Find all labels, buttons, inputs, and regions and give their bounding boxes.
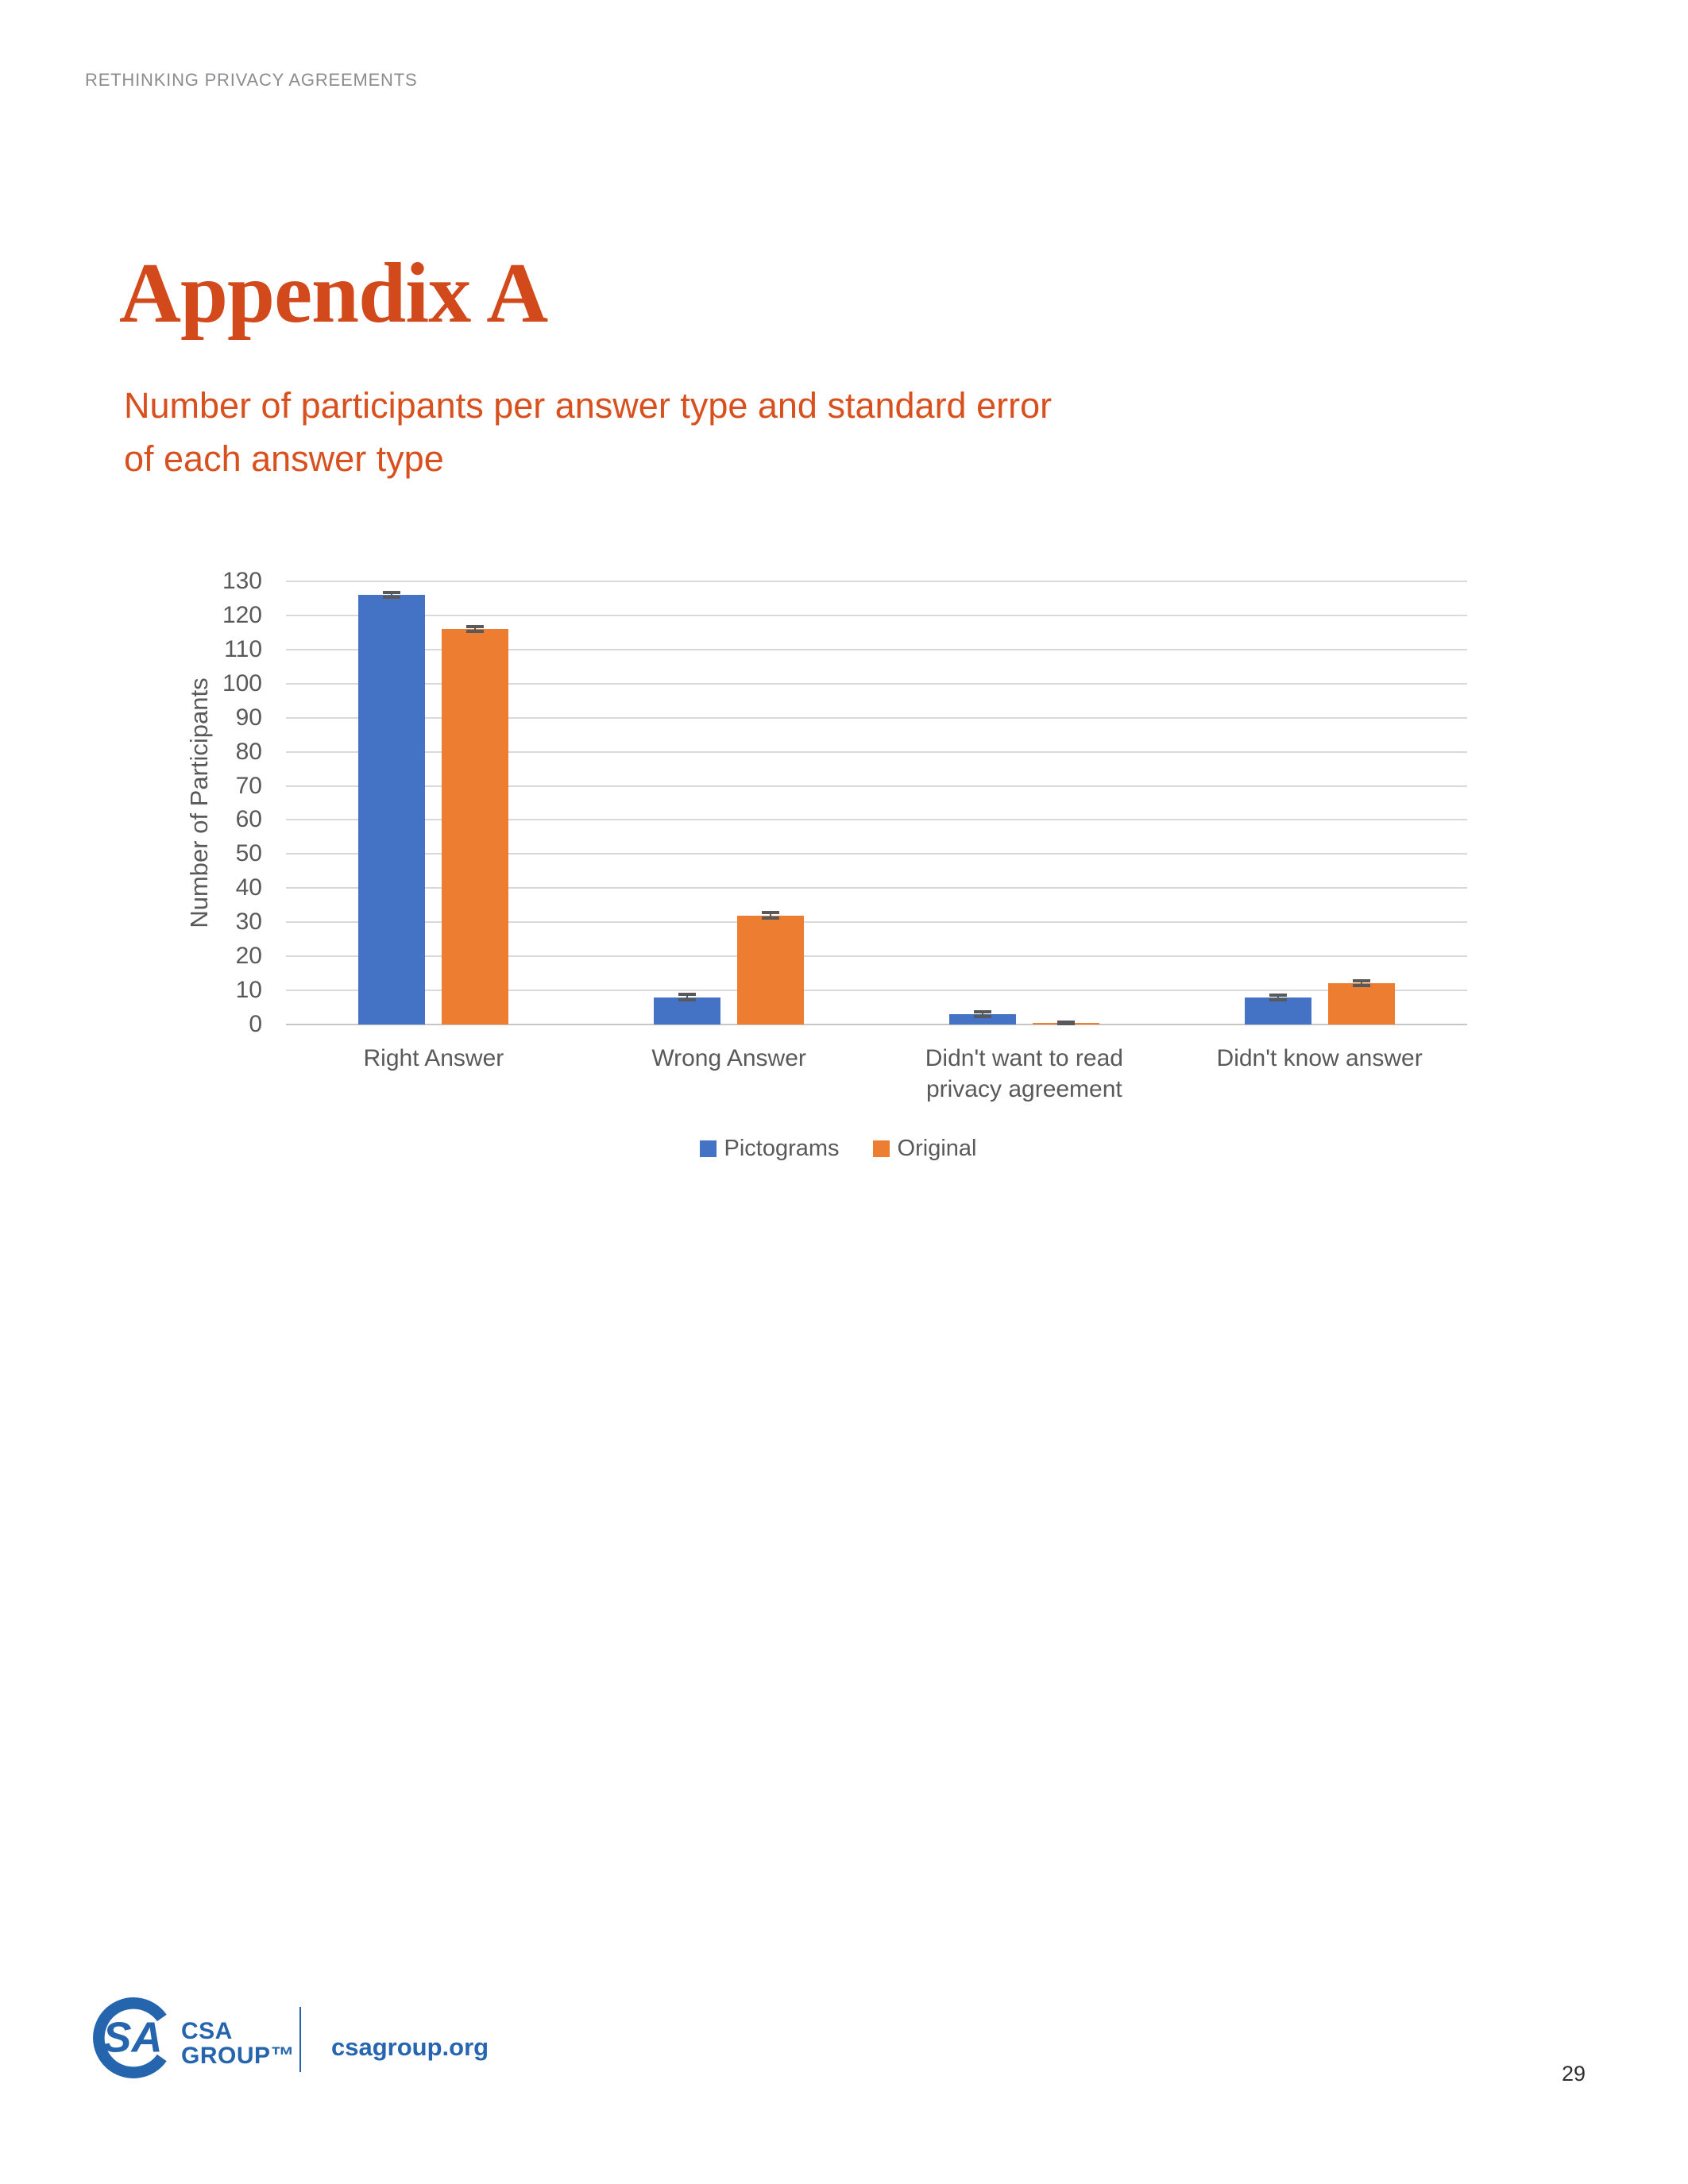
error-bar-cap — [974, 1015, 991, 1018]
footer-divider — [299, 2007, 301, 2072]
y-axis-title: Number of Participants — [185, 677, 213, 928]
error-bar-cap — [1353, 979, 1370, 982]
y-tick-label: 90 — [235, 704, 262, 731]
bar-original — [737, 916, 804, 1024]
bar-original — [442, 629, 508, 1024]
y-tick-label: 110 — [224, 635, 262, 662]
y-tick-label: 100 — [222, 669, 262, 696]
legend-item-original — [873, 1136, 977, 1162]
error-bar-cap — [974, 1010, 991, 1013]
error-bar-cap — [383, 596, 400, 599]
category-label: Right Answer — [363, 1045, 504, 1071]
bar-pictograms — [1245, 997, 1311, 1024]
category-label: Wrong Answer — [651, 1045, 806, 1071]
error-bar-cap — [1353, 984, 1370, 987]
chart-legend — [183, 1136, 1493, 1162]
error-bar-cap — [678, 993, 696, 996]
brand-wordmark — [181, 2019, 295, 2068]
legend-swatch-original-icon — [873, 1140, 890, 1157]
legend-label-pictograms: Pictograms — [724, 1136, 840, 1161]
error-bar-cap — [466, 630, 484, 633]
bar-original — [1328, 983, 1395, 1024]
y-tick-label: 60 — [235, 806, 262, 833]
website-link[interactable]: csagroup.org — [331, 2033, 489, 2061]
y-tick-label: 30 — [235, 909, 262, 936]
y-tick-label: 0 — [249, 1011, 262, 1037]
page-number: 29 — [1562, 2062, 1586, 2086]
error-bar-cap — [466, 625, 484, 628]
y-tick-label: 80 — [235, 738, 262, 765]
error-bar-cap — [1269, 998, 1287, 1001]
error-bar-cap — [1057, 1022, 1075, 1025]
brand-line2: GROUP™ — [181, 2043, 295, 2069]
error-bar-cap — [762, 911, 779, 914]
legend-item-pictograms — [700, 1136, 840, 1162]
category-label: Didn't want to read privacy agreement — [925, 1045, 1123, 1102]
y-tick-label: 50 — [235, 840, 262, 867]
category-label: Didn't know answer — [1216, 1045, 1423, 1071]
running-header: RETHINKING PRIVACY AGREEMENTS — [85, 70, 418, 90]
page-subtitle-line1: Number of participants per answer type and standard error — [124, 385, 1053, 426]
gridline — [286, 581, 1467, 582]
y-tick-label: 20 — [235, 943, 262, 970]
error-bar-cap — [762, 916, 779, 920]
y-tick-label: 70 — [235, 772, 262, 799]
svg-text:SA: SA — [102, 2013, 163, 2062]
csa-logo-icon — [92, 1997, 175, 2079]
legend-swatch-pictograms-icon — [700, 1140, 717, 1157]
y-tick-label: 40 — [235, 874, 262, 901]
page-subtitle-line2: of each answer type — [124, 438, 444, 479]
bar-pictograms — [358, 595, 425, 1024]
legend-label-original: Original — [897, 1136, 977, 1161]
y-tick-label: 120 — [222, 601, 262, 628]
gridline — [286, 615, 1467, 616]
error-bar-cap — [678, 998, 696, 1001]
error-bar-cap — [1269, 994, 1287, 997]
y-tick-label: 130 — [222, 568, 262, 594]
brand-line1: CSA — [181, 2018, 233, 2044]
error-bar-cap — [383, 591, 400, 594]
page-title: Appendix A — [119, 246, 548, 341]
y-tick-label: 10 — [235, 977, 262, 1004]
